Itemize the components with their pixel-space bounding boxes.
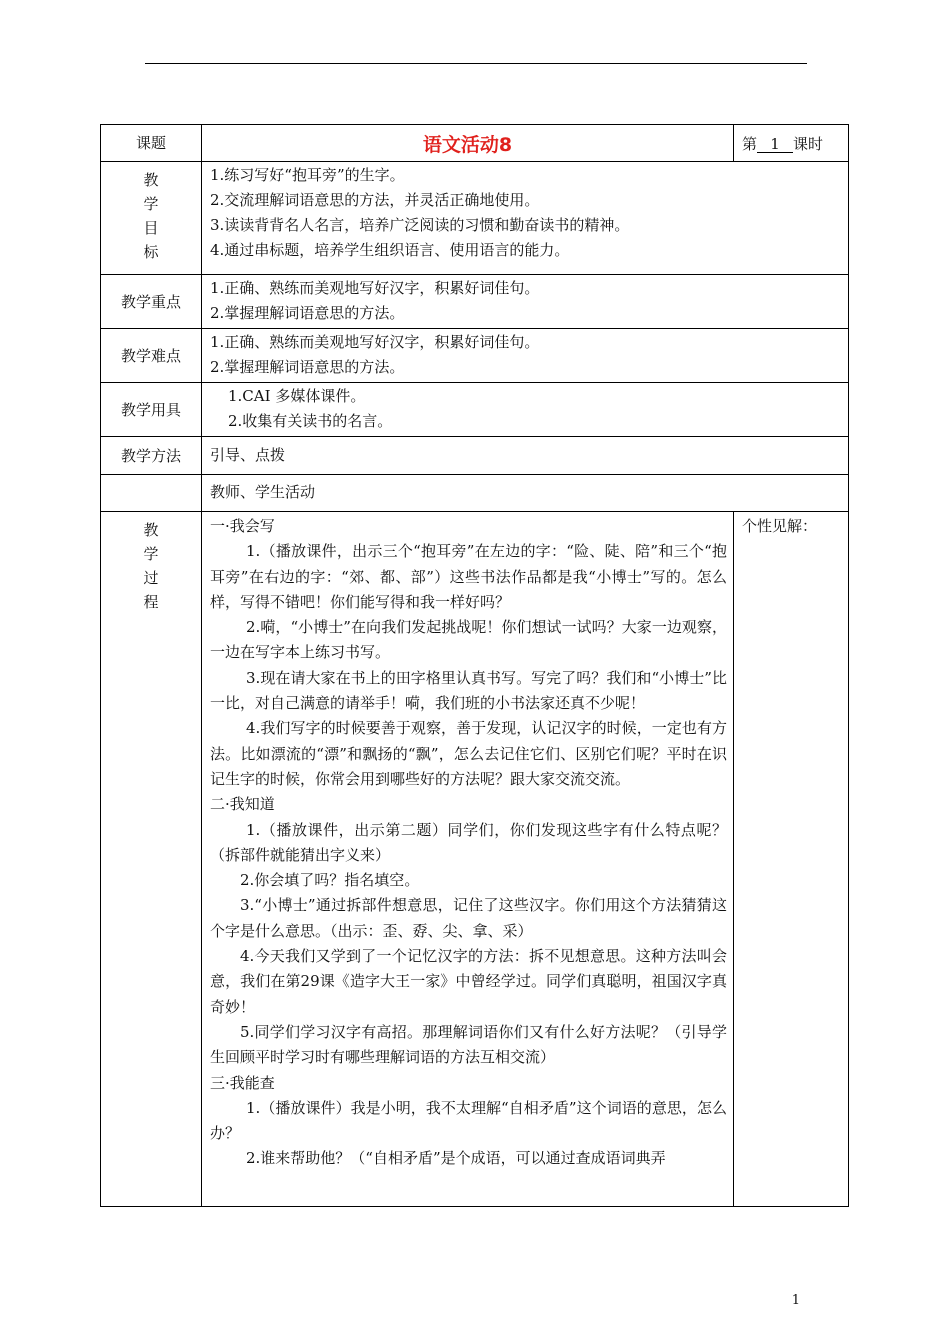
tool-item: 1.CAI 多媒体课件。 xyxy=(228,387,366,405)
personal-notes-label: 个性见解： xyxy=(742,517,818,535)
topic-label: 课题 xyxy=(101,125,202,162)
activities-header-empty xyxy=(101,475,202,512)
section-heading: 一·我会写 xyxy=(210,517,275,535)
goals-row xyxy=(101,162,849,275)
methods-label: 教学方法 xyxy=(101,437,202,475)
key-point-item: 1.正确、熟练而美观地写好汉字，积累好词佳句。 xyxy=(210,279,540,297)
goals-label-char: 标 xyxy=(143,243,159,261)
process-paragraph: 4.我们写字的时候要善于观察，善于发现，认记汉字的时候，一定也有方法。比如漂流的“漂”和飘扬的“飘”，怎么去记住它们、区别它们呢？平时在识记生字的时候，你常会用到哪些好的方法呢？跟大家交流交流。 xyxy=(210,719,728,788)
key-points-row xyxy=(101,275,849,329)
lesson-title: 语文活动8 xyxy=(422,133,513,156)
methods-content: 引导、点拨 xyxy=(202,437,849,475)
goals-label-char: 目 xyxy=(143,219,159,237)
process-paragraph: 3.现在请大家在书上的田字格里认真书写。写完了吗？我们和“小博士”比一比，对自己满意的请举手！嗬，我们班的小书法家还真不少呢！ xyxy=(210,668,728,713)
key-points-label: 教学重点 xyxy=(101,275,202,329)
difficulties-label: 教学难点 xyxy=(101,329,202,383)
difficulty-item: 2.掌握理解词语意思的方法。 xyxy=(210,358,405,376)
process-paragraph: 1.（播放课件，出示三个“抱耳旁”在左边的字：“险、陡、陪”和三个“抱耳旁”在右边的字：“郊、都、部”）这些书法作品都是我“小博士”写的。怎么样，写得不错吧！你们能写得和我一样好吗？ xyxy=(210,542,728,611)
goal-item: 1.练习写好“抱耳旁”的生字。 xyxy=(210,166,405,184)
process-row xyxy=(101,512,849,1207)
period-number: 1 xyxy=(757,136,793,153)
tools-row xyxy=(101,383,849,437)
process-paragraph: 2.嗬，“小博士”在向我们发起挑战呢！你们想试一试吗？大家一边观察，一边在写字本上练习书写。 xyxy=(210,618,728,662)
process-label xyxy=(101,512,202,1207)
process-paragraph: 5.同学们学习汉字有高招。那理解词语你们又有什么好方法呢？（引导学生回顾平时学习时有哪些理解词语的方法互相交流） xyxy=(210,1022,728,1067)
tools-content xyxy=(202,383,849,437)
process-label-char: 学 xyxy=(143,545,159,563)
personal-notes-cell xyxy=(734,512,849,1207)
section-heading: 三·我能查 xyxy=(210,1073,275,1092)
goals-content xyxy=(202,162,849,275)
period-suffix: 课时 xyxy=(793,134,824,153)
activities-header: 教师、学生活动 xyxy=(202,475,849,512)
activities-header-row xyxy=(101,475,849,512)
process-paragraph: 2.谁来帮助他？（“自相矛盾”是个成语，可以通过查成语词典弄 xyxy=(246,1149,666,1168)
goal-item: 4.通过串标题，培养学生组织语言、使用语言的能力。 xyxy=(210,241,570,259)
goals-label xyxy=(101,162,202,275)
goal-item: 2.交流理解词语意思的方法，并灵活正确地使用。 xyxy=(210,191,540,209)
section-heading: 二·我知道 xyxy=(210,795,275,814)
process-paragraph: 2.你会填了吗？指名填空。 xyxy=(240,871,420,890)
difficulties-content xyxy=(202,329,849,383)
goals-label-char: 教 xyxy=(143,171,159,189)
lesson-plan-table xyxy=(100,124,849,1207)
process-paragraph: 1.（播放课件，出示第二题）同学们，你们发现这些字有什么特点呢？（拆部件就能猜出字义来） xyxy=(210,820,728,864)
period-cell xyxy=(734,125,849,162)
process-label-char: 程 xyxy=(143,593,159,611)
tool-item: 2.收集有关读书的名言。 xyxy=(228,412,393,430)
process-paragraph: 4.今天我们又学到了一个记忆汉字的方法：拆不见想意思。这种方法叫会意，我们在第29课《造字大王一家》中曾经学过。同学们真聪明，祖国汉字真奇妙！ xyxy=(210,947,728,1016)
lesson-title-cell xyxy=(202,125,734,162)
process-label-char: 教 xyxy=(143,521,159,539)
process-paragraph: 1.（播放课件）我是小明，我不太理解“自相矛盾”这个词语的意思，怎么办？ xyxy=(210,1098,728,1143)
process-label-char: 过 xyxy=(143,569,159,587)
tools-label: 教学用具 xyxy=(101,383,202,437)
methods-row xyxy=(101,437,849,475)
difficulty-item: 1.正确、熟练而美观地写好汉字，积累好词佳句。 xyxy=(210,333,540,351)
difficulties-row xyxy=(101,329,849,383)
goal-item: 3.读读背背名人名言，培养广泛阅读的习惯和勤奋读书的精神。 xyxy=(210,216,630,234)
key-point-item: 2.掌握理解词语意思的方法。 xyxy=(210,304,405,322)
process-paragraph: 3.“小博士”通过拆部件想意思，记住了这些汉字。你们用这个方法猜猜这个字是什么意思。（出示：歪、孬、尖、拿、采） xyxy=(210,896,728,940)
process-content xyxy=(202,512,734,1207)
key-points-content xyxy=(202,275,849,329)
title-row xyxy=(101,125,849,162)
goals-label-char: 学 xyxy=(143,195,159,213)
header-rule xyxy=(145,63,807,64)
period-prefix: 第 xyxy=(742,134,758,153)
page-number: 1 xyxy=(791,1293,800,1308)
